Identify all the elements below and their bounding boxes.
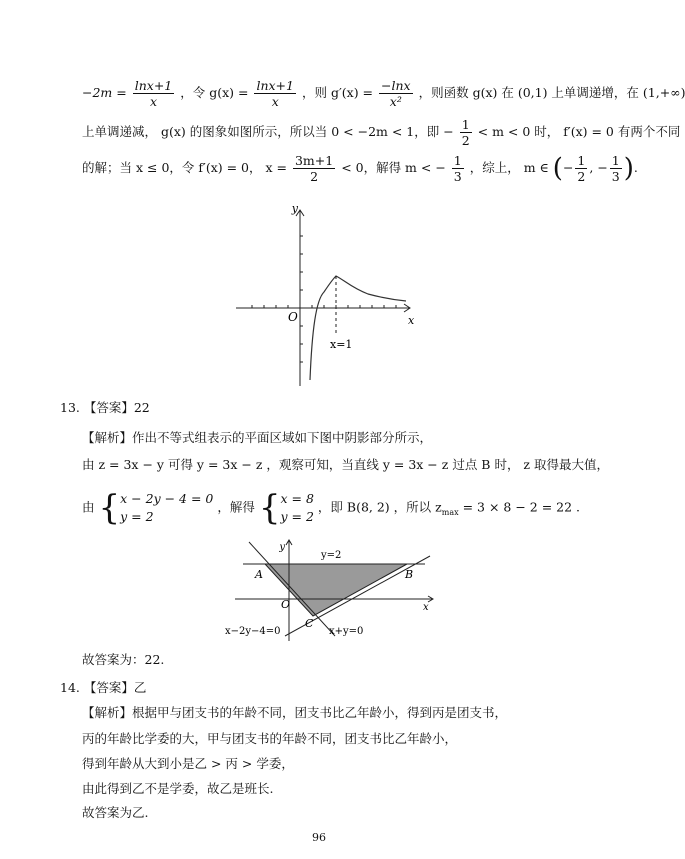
close-paren: ) [623, 153, 634, 184]
p12-line-3: 的解；当 x ≤ 0，令 f′(x) = 0， x = $\frac{3m+1}{2}$ < 0，解得 m < − $\frac{1}{3}$ ，综上， m ∈ (− $\frac{1}{2}$ , − $\frac{1}{3}$ ). [82, 153, 638, 184]
q13-line-1: 【解析】作出不等式组表示的平面区域如下图中阴影部分所示， [82, 430, 433, 445]
point-b-label: B [405, 568, 414, 581]
y-axis-label: y [291, 202, 298, 215]
q14-line-5: 故答案为乙. [82, 805, 149, 820]
page-number: 96 [312, 831, 326, 844]
y-axis-label: y [279, 542, 285, 553]
q14-line-4: 由此得到乙不是学委，故乙是班长. [82, 781, 274, 796]
q13-line-3: 由 { x − 2y − 4 = 0 y = 2 ，解得 { x = 8 y = 2 ，即 B(8, 2) ，所以 $z_{max} = 3 \times 8 - 2 = 22$ . [82, 488, 581, 528]
open-paren: ( [552, 153, 563, 184]
p12-line-1: −2m = $\frac{\ln x+1}{x}$ ，令 g(x) = $\frac{\ln x+1}{x}$ ，则 g′(x) = $\frac{-\ln x}{\text{x²}}$ ，则函数 g(x) 在 (0,1) 上单调递增，在 (1,+∞) [82, 78, 685, 109]
fraction: $\frac{1}{3}$ [453, 153, 462, 184]
origin-label: O [281, 598, 291, 611]
line2-label: x+y=0 [329, 626, 364, 637]
fraction: $\frac{\ln x+1}{x}$ [256, 78, 294, 109]
fraction: $\frac{\ln x+1}{x}$ [134, 78, 173, 109]
equation-system: x − 2y − 4 = 0 y = 2 [120, 491, 214, 524]
fraction: $\frac{1}{2}$ [461, 117, 470, 148]
function-graph-figure [228, 200, 418, 390]
x1-label: x=1 [330, 338, 353, 351]
q13-line-2: 由 z = 3x − y 可得 y = 3x − z ，观察可知，当直线 y = 3x − z 过点 B 时， z 取得最大值， [82, 457, 609, 472]
q14-line-1: 【解析】根据甲与团支书的年龄不同，团支书比乙年龄小，得到丙是团支书， [82, 705, 508, 720]
left-brace: { [98, 488, 121, 528]
q14-line-3: 得到年龄从大到小是乙 > 丙 > 学委， [82, 756, 294, 771]
left-brace: { [258, 488, 281, 528]
fraction: $\frac{3m+1}{2}$ [294, 153, 334, 184]
g-curve [310, 276, 406, 380]
line1-label: x−2y−4=0 [225, 626, 281, 637]
q14-heading: 14. 【答案】乙 [60, 680, 147, 695]
x-axis-label: x [423, 602, 429, 613]
point-c-label: C [305, 617, 314, 630]
fraction: $\frac{1}{2}$ [577, 153, 586, 184]
point-a-label: A [255, 568, 263, 581]
fraction: $\frac{1}{3}$ [611, 153, 620, 184]
y2-label: y=2 [321, 550, 342, 561]
p12-line-2: 上单调递减， g(x) 的图象如图所示，所以当 0 < −2m < 1，即 − $\frac{1}{2}$ < m < 0 时， f′(x) = 0 有两个不同 [82, 117, 681, 148]
q14-line-2: 丙的年龄比学委的大，甲与团支书的年龄不同，团支书比乙年龄小， [82, 731, 458, 746]
origin-label: O [288, 310, 298, 324]
q13-final: 故答案为：22. [82, 652, 165, 667]
equation-system: x = 8 y = 2 [280, 491, 314, 524]
q13-heading: 13. 【答案】22 [60, 400, 150, 415]
fraction: $\frac{-\ln x}{\text{x²}}$ [381, 78, 411, 109]
feasible-region-figure [225, 536, 440, 646]
x-axis-label: x [408, 314, 415, 327]
